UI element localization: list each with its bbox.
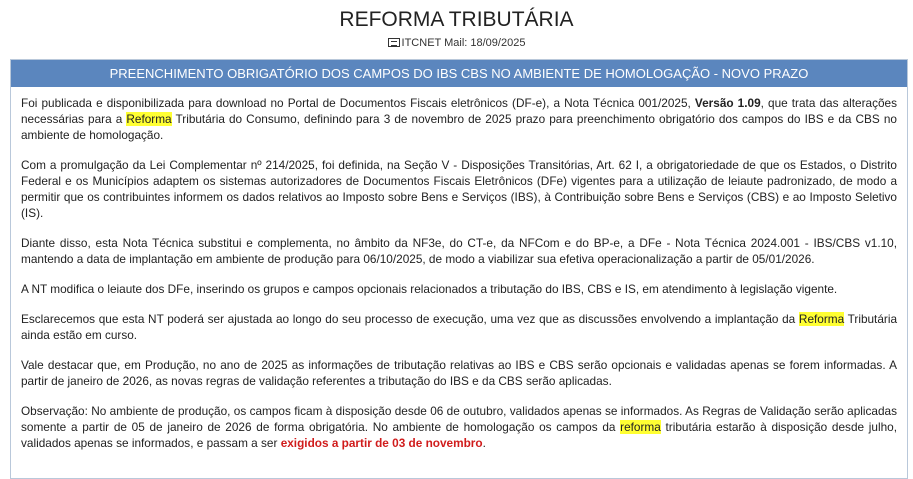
text: Tributária do Consumo, definindo para 3 de novembro de 2025 prazo para preenchimento obrigatório dos campos do IBS e da CBS no ambiente de homologação. [21, 112, 897, 142]
deadline-alert: exigidos a partir de 03 de novembro [280, 436, 483, 450]
text: Observação: No ambiente de produção, os campos ficam à disposição desde 06 de outubro, validados apenas se informados. As Regras de Validação serão aplicadas somente a partir de 05 de janeiro de 2026 de forma obrigatória. No ambiente de homologação os campos da [21, 404, 897, 434]
card-heading: PREENCHIMENTO OBRIGATÓRIO DOS CAMPOS DO IBS CBS NO AMBIENTE DE HOMOLOGAÇÃO - NOVO PRAZO [11, 60, 907, 87]
text: Tributária ainda estão em curso. [21, 312, 898, 342]
source-line [0, 36, 913, 50]
paragraph-7 [21, 403, 897, 451]
text: , que trata das alterações necessárias para a [21, 96, 898, 126]
paragraph-1 [21, 95, 897, 143]
source-text: ITCNET Mail: 18/09/2025 [401, 37, 526, 49]
text: . [482, 436, 486, 450]
newspaper-icon [388, 38, 400, 47]
card-body [11, 87, 907, 451]
text: tributária estarão à disposição desde julho, validados apenas se informados, e passam a ser [21, 420, 897, 450]
highlight-term: reforma [620, 420, 661, 434]
paragraph-2: Com a promulgação da Lei Complementar nº 214/2025, foi definida, na Seção V - Disposições Transitórias, Art. 62 I, a obrigatoriedade de que os Estados, o Distrito Federal e os Municípios adaptem os sistemas autorizadores de Documentos Fiscais Eletrônicos (DFe) vigentes para a utilização de leiaute padronizado, de modo a permitir que os contribuintes informem os dados relativos ao Imposto sobre Bens e Serviços (IBS), à Contribuição sobre Bens e Serviços (CBS) e ao Imposto Seletivo (IS). [21, 158, 897, 220]
highlight-term: Reforma [798, 312, 845, 326]
text: Foi publicada e disponibilizada para download no Portal de Documentos Fiscais eletrônicos (DF-e), a Nota Técnica 001/2025, [21, 96, 695, 110]
news-card [10, 59, 908, 479]
page-title: REFORMA TRIBUTÁRIA [339, 8, 574, 31]
paragraph-4: A NT modifica o leiaute dos DFe, inserindo os grupos e campos opcionais relacionados a tributação do IBS, CBS e IS, em atendimento à legislação vigente. [21, 282, 838, 296]
paragraph-6: Vale destacar que, em Produção, no ano de 2025 as informações de tributação relativas ao IBS e CBS serão opcionais e validadas apenas se forem informadas. A partir de janeiro de 2026, as novas regras de validação referentes a tributação do IBS e da CBS serão aplicadas. [21, 358, 897, 388]
paragraph-3: Diante disso, esta Nota Técnica substitui e complementa, no âmbito da NF3e, do CT-e, da NFCom e do BP-e, a DFe - Nota Técnica 2024.001 - IBS/CBS v1.10, mantendo a data de implantação em ambiente de produção para 06/10/2025, de modo a viabilizar sua efetiva operacionalização a partir de 05/01/2026. [21, 236, 897, 266]
highlight-term: Reforma [126, 112, 172, 126]
text: Esclarecemos que esta NT poderá ser ajustada ao longo do seu processo de execução, uma vez que as discussões envolvendo a implantação da [21, 312, 799, 326]
paragraph-5 [21, 311, 897, 343]
version-bold: Versão 1.09 [694, 96, 761, 110]
